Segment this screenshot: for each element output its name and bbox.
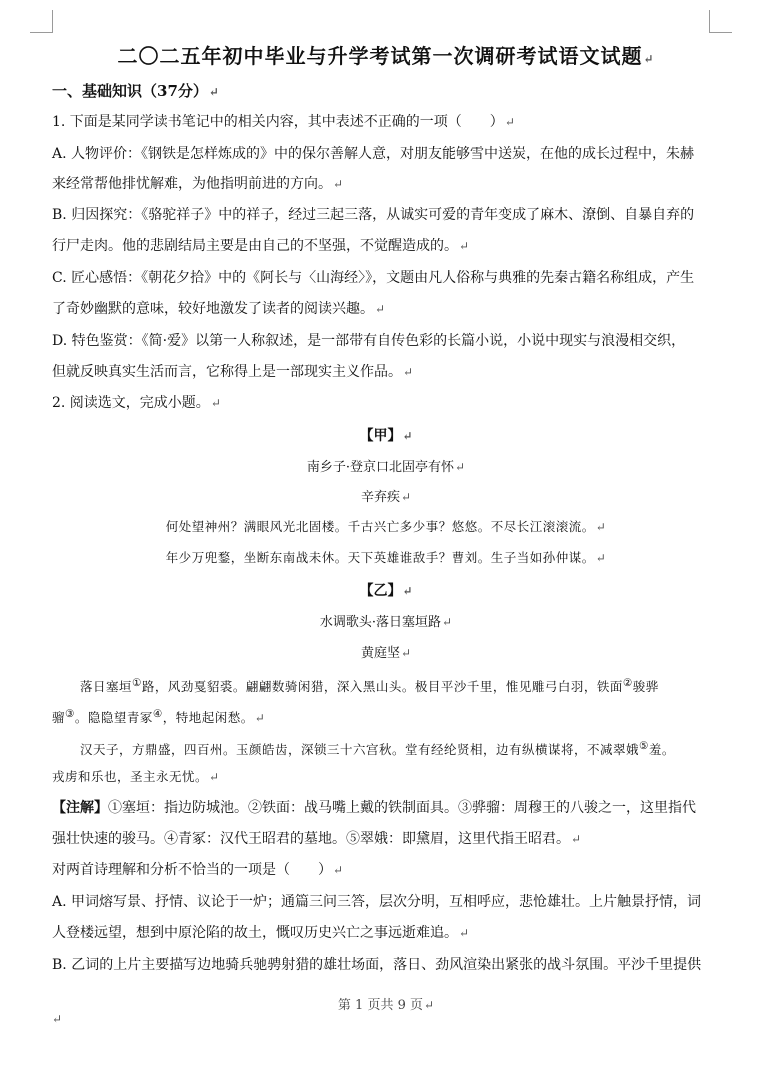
- question-2-stem: 对两首诗理解和分析不恰当的一项是（ ）↵: [52, 862, 344, 878]
- option-a-line2: 来经常帮他排忧解难，为他指明前进的方向。↵: [52, 176, 344, 192]
- yi-label: 【乙】↵: [359, 583, 413, 599]
- section-heading: 一、基础知识（37分）↵: [52, 82, 219, 100]
- document-title: 二〇二五年初中毕业与升学考试第一次调研考试语文试题↵: [117, 44, 655, 68]
- option-b-line1: B. 归因探究：《骆驼祥子》中的祥子，经过三起三落，从诚实可爱的青年变成了麻木、潦倒、自暴自弃的: [52, 207, 695, 223]
- jia-verse-2: 年少万兜鍪，坐断东南战未休。天下英雄谁敌手？曹刘。生子当如孙仲谋。↵: [165, 550, 607, 565]
- option-d-line2: 但就反映真实生活而言，它称得上是一部现实主义作品。↵: [52, 364, 414, 380]
- yi-verse-2-line1: 汉天子，方鼎盛，四百州。玉颜皓齿，深锁三十六宫秋。堂有经纶贤相，边有纵横谋将，不减翠娥⑤羞。: [80, 740, 675, 758]
- option-b-line2: 行尸走肉。他的悲剧结局主要是由自己的不坚强，不觉醒造成的。↵: [52, 238, 470, 254]
- option-d-line1: D. 特色鉴赏：《简·爱》以第一人称叙述，是一部带有自传色彩的长篇小说，小说中现实与浪漫相交织，: [52, 333, 686, 349]
- option-c-line2: 了奇妙幽默的意味，较好地激发了读者的阅读兴趣。↵: [52, 301, 386, 317]
- option-c-line1: C. 匠心感悟：《朝花夕拾》中的《阿长与〈山海经〉》，文题由凡人俗称与典雅的先秦古籍名称组成，产生: [52, 270, 695, 286]
- jia-poem-title: 南乡子·登京口北固亭有怀↵: [306, 460, 466, 475]
- yi-verse-2-line2: 戎虏和乐也，圣主永无忧。↵: [52, 769, 220, 784]
- yi-poem-title: 水调歌头·落日塞垣路↵: [319, 615, 453, 630]
- question-2: 2. 阅读选文，完成小题。↵: [52, 395, 221, 411]
- note-line1: 【注解】①塞垣：指边防城池。②铁面：战马嘴上戴的铁制面具。③骅骝：周穆王的八骏之一，这里指代: [52, 800, 696, 816]
- page-footer: 第 1 页共 9 页↵: [337, 998, 435, 1013]
- question-1: 1. 下面是某同学读书笔记中的相关内容，其中表述不正确的一项（ ）↵: [52, 114, 515, 130]
- end-paragraph-mark: ↵: [52, 1012, 63, 1026]
- corner-mark-top-right: [709, 10, 732, 33]
- note-line2: 强壮快速的骏马。④青冢：汉代王昭君的墓地。⑤翠娥：即黛眉，这里代指王昭君。↵: [52, 831, 582, 847]
- option-a-line1: A. 人物评价：《钢铁是怎样炼成的》中的保尔善解人意，对朋友能够雪中送炭，在他的成长过程中，朱赫: [52, 146, 695, 162]
- yi-author: 黄庭坚↵: [360, 646, 412, 661]
- option-b2-line1: B. 乙词的上片主要描写边地骑兵驰骋射猎的雄壮场面，落日、劲风渲染出紧张的战斗氛围。平沙千里提供: [52, 957, 702, 973]
- jia-author: 辛弃疾↵: [360, 490, 412, 505]
- corner-mark-top-left: [30, 10, 53, 33]
- yi-verse-1-line1: 落日塞垣①路，风劲戛貂裘。翩翩数骑闲猎，深入黑山头。极目平沙千里，惟见雕弓白羽，铁面②骏骅: [80, 677, 659, 695]
- jia-verse-1: 何处望神州？满眼风光北固楼。千古兴亡多少事？悠悠。不尽长江滚滚流。↵: [165, 519, 607, 534]
- option-a2-line2: 人登楼远望，想到中原沦陷的故土，慨叹历史兴亡之事远逝难追。↵: [52, 925, 470, 941]
- option-a2-line1: A. 甲词熔写景、抒情、议论于一炉；通篇三问三答，层次分明，互相呼应，悲怆雄壮。上片触景抒情，词: [52, 894, 702, 910]
- jia-label: 【甲】↵: [359, 428, 413, 444]
- yi-verse-1-line2: 骝③。隐隐望青冢④，特地起闲愁。↵: [52, 708, 266, 726]
